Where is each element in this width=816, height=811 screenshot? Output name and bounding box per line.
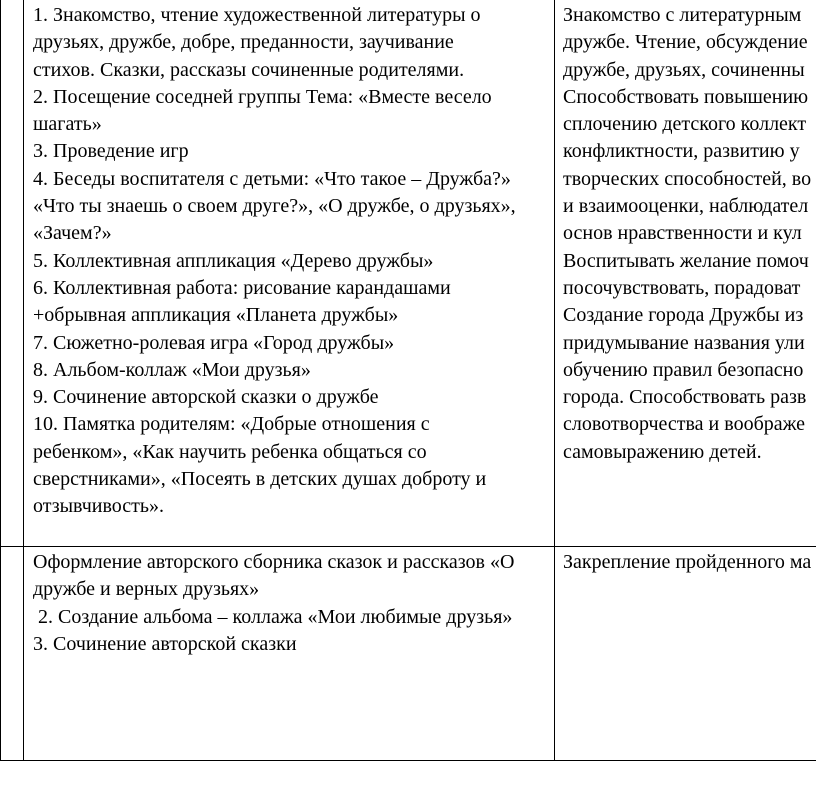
text-line: ребенком», «Как научить ребенка общаться со — [33, 440, 427, 463]
text-line: самовыражению детей. — [563, 440, 762, 463]
text-line: «Что ты знаешь о своем друге?», «О дружбе, о друзьях», — [33, 195, 516, 218]
text-line: дружбе. Чтение, обсуждение — [563, 31, 808, 54]
text-line: +обрывная аппликация «Планета дружбы» — [33, 304, 399, 327]
text-line: обучению правил безопасно — [563, 358, 804, 381]
text-line: города. Способствовать разв — [563, 386, 807, 409]
activities-cell — [24, 0, 555, 547]
text-line: 1. Знакомство, чтение художественной литературы о — [33, 4, 481, 26]
text-line: конфликтности, развитию у — [563, 140, 800, 163]
text-line: 3. Проведение игр — [33, 140, 189, 163]
text-line: сверстниками», «Посеять в детских душах доброту и — [33, 468, 487, 491]
goals-text — [555, 0, 816, 466]
text-line: дружбе и верных друзьях» — [33, 578, 260, 601]
text-line: «Зачем?» — [33, 222, 112, 245]
text-line: Воспитывать желание помоч — [563, 249, 809, 272]
text-line: 5. Коллективная аппликация «Дерево дружбы» — [33, 249, 434, 272]
activities-list — [24, 547, 554, 658]
text-line: основ нравственности и кул — [563, 222, 802, 245]
activities-cell — [24, 547, 555, 761]
table-row — [1, 547, 816, 761]
text-line: Способствовать повышению — [563, 85, 809, 108]
text-line: сплочению детского коллект — [563, 113, 807, 136]
goals-cell — [555, 547, 816, 761]
text-line: 6. Коллективная работа: рисование карандашами — [33, 276, 451, 299]
text-line: отзывчивость». — [33, 495, 165, 518]
text-line: шагать» — [33, 113, 102, 136]
text-line: дружбе, друзьях, сочиненны — [563, 58, 805, 81]
text-line: Создание города Дружбы из — [563, 304, 804, 327]
text-line: Закрепление пройденного ма — [563, 551, 812, 573]
text-line: 7. Сюжетно-ролевая игра «Город дружбы» — [33, 331, 395, 354]
text-line: 9. Сочинение авторской сказки о дружбе — [33, 386, 379, 409]
row-number-cell — [1, 547, 24, 761]
text-line: 10. Памятка родителям: «Добрые отношения с — [33, 413, 430, 436]
text-line: 3. Сочинение авторской сказки — [33, 632, 297, 655]
text-line: стихов. Сказки, рассказы сочиненные родителями. — [33, 58, 465, 81]
text-line: словотворчества и воображе — [563, 413, 806, 436]
text-line: 2. Создание альбома – коллажа «Мои любимые друзья» — [33, 605, 513, 628]
text-line: Оформление авторского сборника сказок и рассказов «О — [33, 551, 515, 573]
text-line: и взаимооценки, наблюдател — [563, 195, 809, 218]
text-line: друзьях, дружбе, добре, преданности, заучивание — [33, 31, 454, 54]
text-line: 4. Беседы воспитателя с детьми: «Что такое – Дружба?» — [33, 167, 511, 190]
text-line: 2. Посещение соседней группы Тема: «Вместе весело — [33, 85, 492, 108]
goals-text — [555, 547, 816, 576]
text-line: придумывание названия ули — [563, 331, 805, 354]
goals-cell — [555, 0, 816, 547]
table-row — [1, 0, 816, 547]
row-number-cell — [1, 0, 24, 547]
text-line: Знакомство с литературным — [563, 4, 802, 26]
text-line: посочувствовать, порадоват — [563, 276, 801, 299]
text-line: творческих способностей, во — [563, 167, 812, 190]
text-line: 8. Альбом-коллаж «Мои друзья» — [33, 358, 311, 381]
activities-list — [24, 0, 554, 521]
